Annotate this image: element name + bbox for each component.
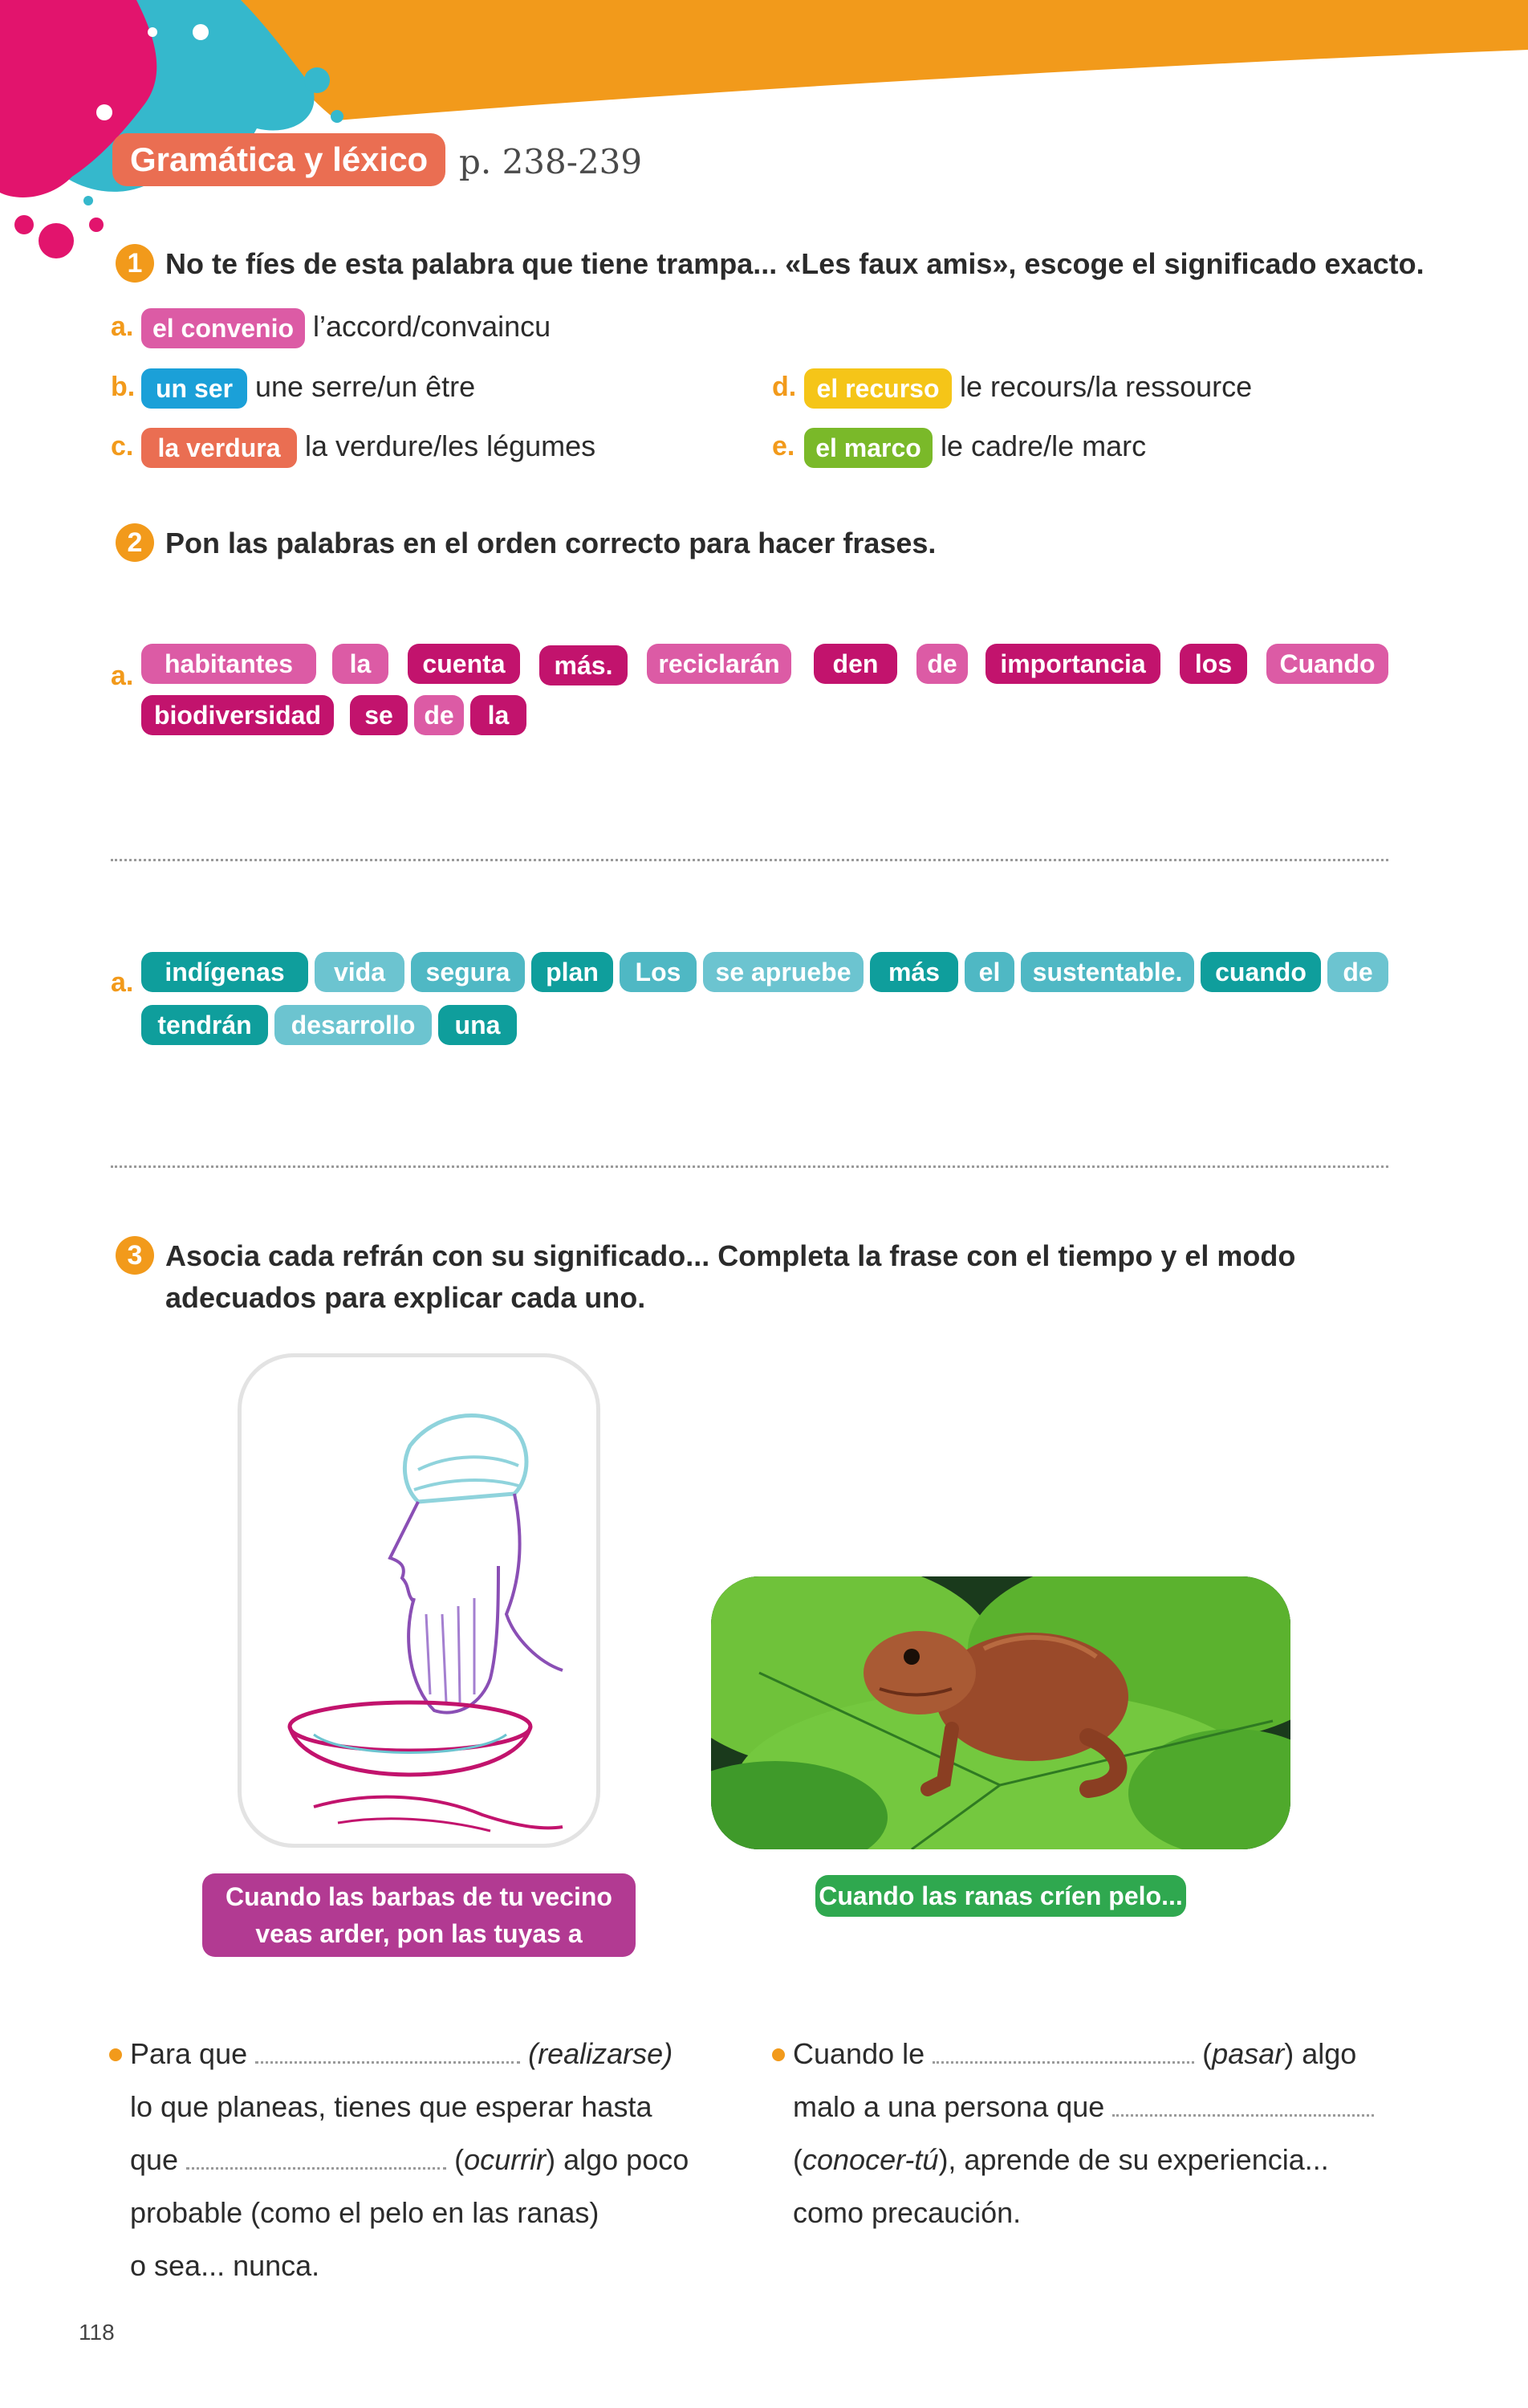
splash-dot [304,67,330,93]
splash-dot [89,218,104,232]
text-segment: malo a una persona que [793,2090,1105,2123]
text-segment: lo que planeas, tienes que esperar hasta [130,2090,652,2123]
word-chip: la verdura [141,428,297,468]
splash-dot [83,196,93,205]
text-segment: (conocer-tú), aprende de su experiencia... [793,2143,1329,2176]
item-letter: d. [772,372,797,402]
meaning-options: une serre/un être [255,370,476,403]
splash-dot [39,223,74,258]
meaning-options: l’accord/convaincu [313,310,551,343]
word-chip: tendrán [141,1005,268,1045]
word-chip: biodiversidad [141,695,334,735]
bullet [772,2048,785,2061]
text-segment: Cuando le [793,2037,925,2070]
word-chip: de [916,644,968,684]
word-chip: cuando [1201,952,1321,992]
splash-dot [193,24,209,40]
answer-line[interactable] [111,859,1388,861]
word-chip: vida [315,952,404,992]
section-title: Gramática y léxico [112,133,445,186]
word-chip: más. [539,645,628,685]
word-chip: el [965,952,1014,992]
word-chip: de [1327,952,1388,992]
item-letter: b. [111,372,136,402]
word-chip: Cuando [1266,644,1388,684]
proverb-caption-1 [202,1873,636,1985]
set-letter: a. [111,661,134,691]
caption-line: Cuando las barbas de tu vecino [226,1882,612,1911]
exercise-3-instruction: Asocia cada refrán con su significado... Completa la frase con el tiempo y el modo [165,1239,1296,1272]
pages-reference: p. 238-239 [459,142,643,181]
frog-photo [711,1576,1290,1849]
bearded-man-illustration [238,1353,600,1848]
word-chip: Los [620,952,697,992]
word-chip: los [1180,644,1247,684]
word-chip: indígenas [141,952,308,992]
blank-field[interactable] [933,2040,1194,2064]
meaning-options: le recours/la ressource [960,370,1253,403]
header-decoration [0,0,1528,265]
item-letter: a. [111,311,134,342]
proverb-caption-2: Cuando las ranas críen pelo... [815,1875,1186,1917]
splash-dot [14,215,34,234]
word-chip: den [814,644,897,684]
meaning-options: le cadre/le marc [941,429,1147,462]
word-chip: la [470,695,526,735]
text-segment: como precaución. [793,2196,1022,2229]
word-chip: sustentable. [1021,952,1194,992]
splash-dot [331,110,343,123]
text-segment: que [130,2143,179,2176]
text-segment: (ocurrir) algo poco [454,2143,689,2176]
word-chip: reciclarán [647,644,791,684]
exercise-2-instruction: Pon las palabras en el orden correcto para hacer frases. [165,527,937,559]
word-chip: más [870,952,958,992]
splash-dot [148,27,157,37]
item-letter: e. [772,431,795,462]
text-segment: o sea... nunca. [130,2249,320,2282]
set-letter: a. [111,967,134,998]
answer-line[interactable] [111,1165,1388,1168]
text-segment: probable (como el pelo en las ranas) [130,2196,599,2229]
word-chip: de [414,695,464,735]
word-chip: desarrollo [274,1005,432,1045]
word-chip: el marco [804,428,933,468]
text-segment: (pasar) algo [1202,2037,1357,2070]
orange-banner [241,0,1528,120]
word-chip: la [332,644,388,684]
word-chip: el recurso [804,368,952,409]
blank-field[interactable] [1112,2093,1374,2117]
bullet [109,2048,122,2061]
word-chip: plan [531,952,613,992]
meaning-options: la verdure/les légumes [305,429,596,462]
exercise-1-instruction: No te fíes de esta palabra que tiene trampa... «Les faux amis», escoge el significado exacto. [165,247,1424,280]
exercise-2-number: 2 [116,523,154,562]
word-chip: el convenio [141,308,305,348]
right-completion-text [793,2028,1403,2239]
exercise-3-number: 3 [116,1236,154,1275]
word-chip: habitantes [141,644,316,684]
left-completion-text [130,2028,708,2292]
exercise-1-number: 1 [116,244,154,283]
page-number: 118 [79,2320,115,2345]
exercise-3-instruction: adecuados para explicar cada uno. [165,1281,646,1314]
text-segment: Para que [130,2037,248,2070]
word-chip: se [350,695,408,735]
word-chip: importancia [985,644,1160,684]
blank-field[interactable] [255,2040,520,2064]
text-segment: (realizarse) [528,2037,673,2070]
word-chip: segura [411,952,525,992]
word-chip: un ser [141,368,247,409]
splash-dot [96,104,112,120]
word-chip: cuenta [408,644,520,684]
word-chip: se apruebe [703,952,864,992]
item-letter: c. [111,431,134,462]
caption-line: veas arder, pon las tuyas a remojar. [255,1919,583,1985]
word-chip: una [438,1005,517,1045]
blank-field[interactable] [186,2146,446,2170]
